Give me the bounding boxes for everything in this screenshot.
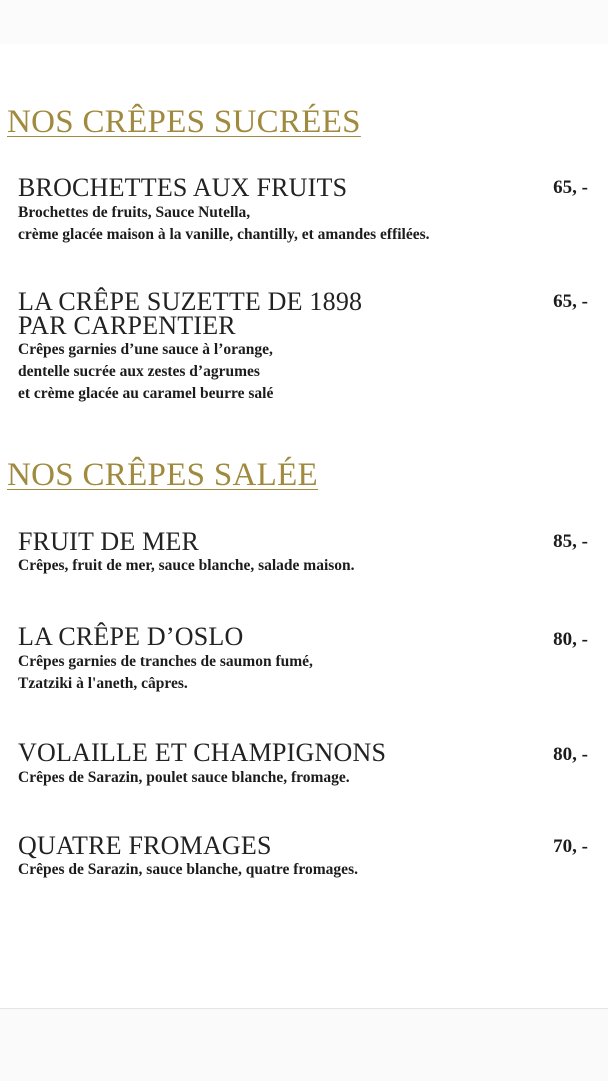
item-price: 65, - [553, 291, 588, 312]
item-description: Crêpes de Sarazin, sauce blanche, quatre fromages. [18, 861, 358, 878]
item-description: Crêpes garnies de tranches de saumon fumé, Tzatziki à l'aneth, câpres. [18, 653, 313, 692]
item-name: VOLAILLE ET CHAMPIGNONS [18, 738, 387, 767]
item-description: Crêpes garnies d’une sauce à l’orange, dentelle sucrée aux zestes d’agrumes et crème glacée au caramel beurre salé [18, 341, 274, 402]
section-title-sucrees: NOS CRÊPES SUCRÉES [7, 104, 361, 140]
item-price: 80, - [553, 629, 588, 650]
item-price: 85, - [553, 531, 588, 552]
item-name: FRUIT DE MER [18, 527, 200, 556]
bottom-margin [0, 1008, 608, 1081]
item-description: Crêpes, fruit de mer, sauce blanche, salade maison. [18, 557, 355, 574]
item-name: BROCHETTES AUX FRUITS [18, 173, 348, 202]
item-name: LA CRÊPE D’OSLO [18, 622, 244, 651]
item-price: 80, - [553, 744, 588, 765]
top-margin [0, 0, 608, 44]
item-description: Brochettes de fruits, Sauce Nutella, crème glacée maison à la vanille, chantilly, et amandes effilées. [18, 204, 430, 243]
item-description: Crêpes de Sarazin, poulet sauce blanche, fromage. [18, 769, 350, 786]
item-name: QUATRE FROMAGES [18, 831, 272, 860]
item-price: 65, - [553, 177, 588, 198]
item-price: 70, - [553, 836, 588, 857]
item-name: LA CRÊPE SUZETTE DE 1898 PAR CARPENTIER [18, 287, 363, 340]
section-title-salee: NOS CRÊPES SALÉE [7, 457, 319, 493]
